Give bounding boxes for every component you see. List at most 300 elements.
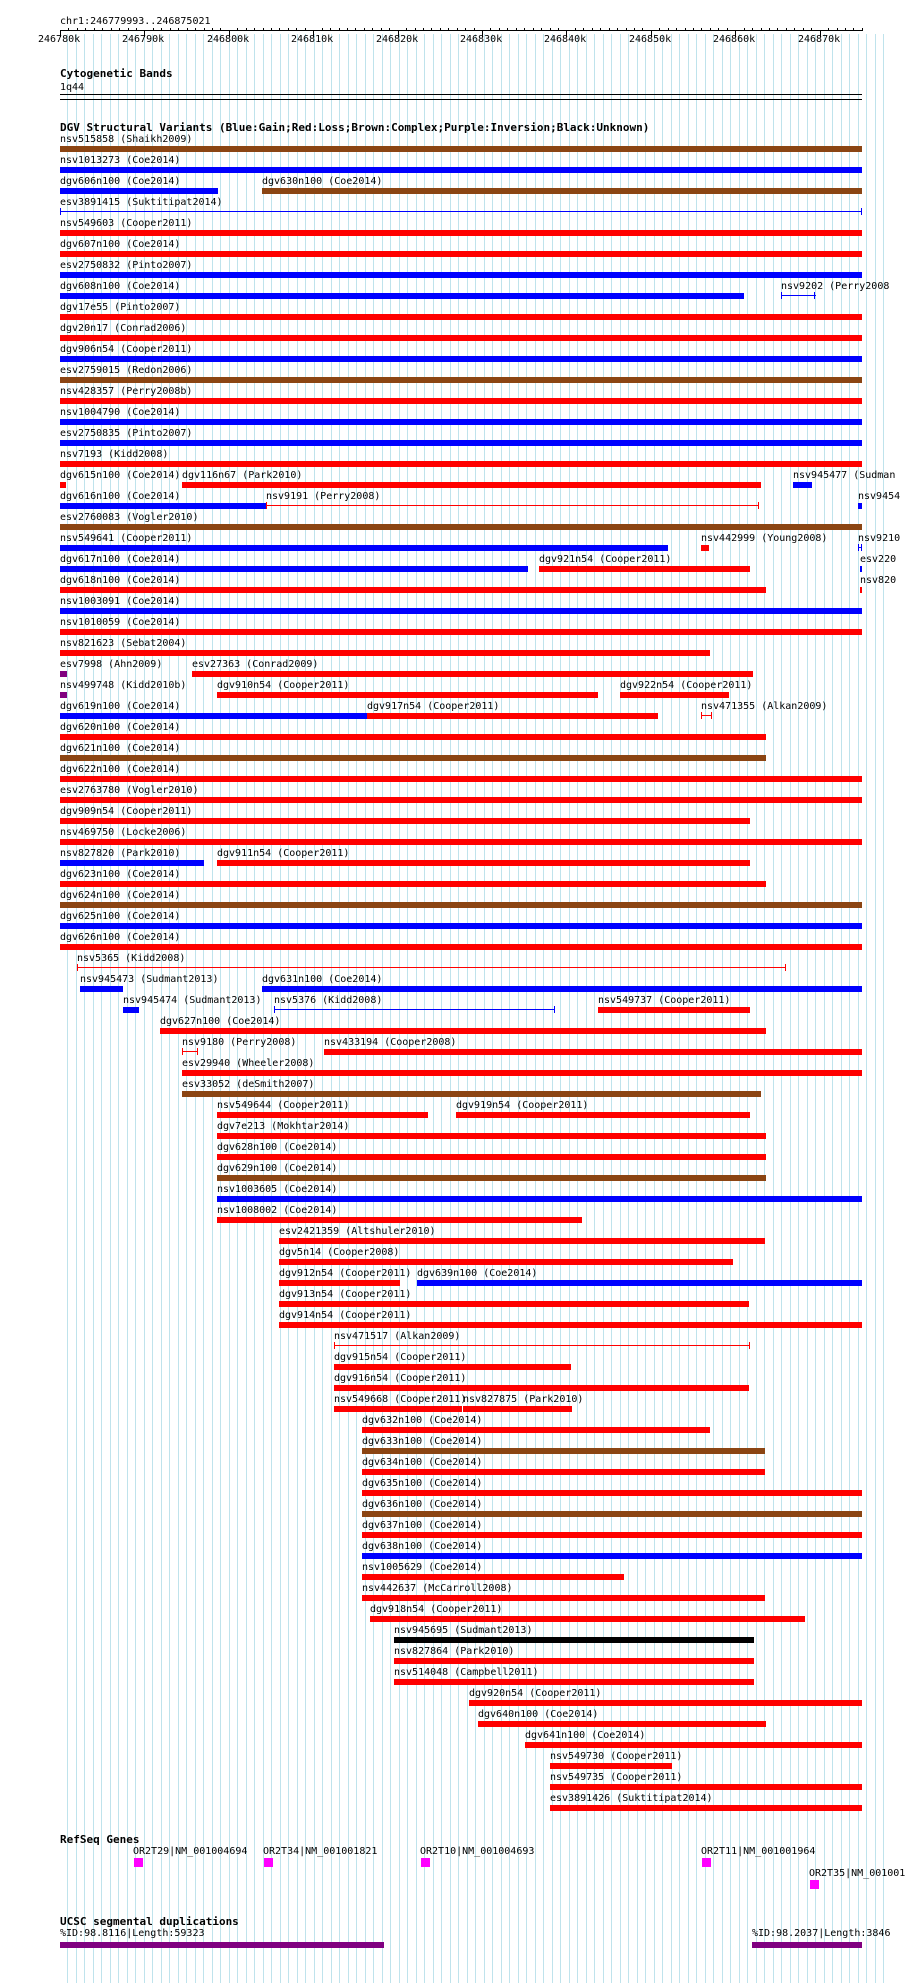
sv-label[interactable]: dgv912n54 (Cooper2011) bbox=[279, 1268, 412, 1279]
ruler-minor-tick bbox=[617, 28, 618, 31]
sv-label[interactable]: nsv549603 (Cooper2011) bbox=[60, 218, 193, 229]
sv-bar[interactable] bbox=[279, 1280, 400, 1286]
gene-label[interactable]: OR2T10|NM_001004693 bbox=[420, 1846, 535, 1857]
sv-bar[interactable] bbox=[60, 272, 862, 278]
sv-label[interactable]: dgv619n100 (Coe2014) bbox=[60, 701, 181, 712]
sv-label[interactable]: nsv515858 (Shaikh2009) bbox=[60, 134, 193, 145]
ruler-minor-tick bbox=[448, 28, 449, 31]
sv-label[interactable]: nsv442999 (Young2008) bbox=[701, 533, 828, 544]
ruler-axis bbox=[60, 30, 862, 31]
sv-bar[interactable] bbox=[182, 1070, 862, 1076]
ruler-tick-label: 246800k bbox=[207, 34, 250, 45]
cytoband-track-title: Cytogenetic Bands bbox=[60, 67, 173, 80]
ruler-minor-tick bbox=[583, 28, 584, 31]
sv-label[interactable]: esv2750835 (Pinto2007) bbox=[60, 428, 193, 439]
sv-bar[interactable] bbox=[160, 1028, 766, 1034]
ruler-minor-tick bbox=[744, 28, 745, 31]
sv-bar[interactable] bbox=[324, 1049, 862, 1055]
sv-label[interactable]: dgv915n54 (Cooper2011) bbox=[334, 1352, 467, 1363]
grid-line bbox=[883, 34, 884, 1983]
sv-label[interactable]: nsv5376 (Kidd2008) bbox=[274, 995, 383, 1006]
sv-bar[interactable] bbox=[394, 1658, 754, 1664]
sv-bar[interactable] bbox=[60, 944, 862, 950]
sv-bar[interactable] bbox=[362, 1574, 624, 1580]
ruler-minor-tick bbox=[68, 28, 69, 31]
cytoband-label: 1q44 bbox=[60, 82, 85, 93]
ruler-minor-tick bbox=[136, 28, 137, 31]
sv-label[interactable]: dgv628n100 (Coe2014) bbox=[217, 1142, 338, 1153]
sv-bar[interactable] bbox=[60, 755, 766, 761]
ruler-minor-tick bbox=[786, 28, 787, 31]
sv-label[interactable]: nsv442637 (McCarroll2008) bbox=[362, 1583, 513, 1594]
sv-bar[interactable] bbox=[539, 566, 750, 572]
sv-label[interactable]: esv220 bbox=[860, 554, 897, 565]
sv-bar[interactable] bbox=[60, 629, 862, 635]
sv-label[interactable]: nsv945477 (Sudman bbox=[793, 470, 896, 481]
sv-line[interactable] bbox=[701, 715, 711, 716]
sv-label[interactable]: dgv911n54 (Cooper2011) bbox=[217, 848, 350, 859]
ruler-minor-tick bbox=[288, 28, 289, 31]
sv-label[interactable]: dgv910n54 (Cooper2011) bbox=[217, 680, 350, 691]
sv-label[interactable]: dgv634n100 (Coe2014) bbox=[362, 1457, 483, 1468]
ruler[interactable] bbox=[0, 26, 890, 46]
sv-line-end bbox=[814, 292, 815, 299]
ruler-minor-tick bbox=[828, 28, 829, 31]
sv-bar[interactable] bbox=[60, 440, 862, 446]
sv-label[interactable]: dgv20n17 (Conrad2006) bbox=[60, 323, 187, 334]
ruler-minor-tick bbox=[609, 28, 610, 31]
sv-label[interactable]: dgv616n100 (Coe2014) bbox=[60, 491, 181, 502]
ruler-minor-tick bbox=[296, 28, 297, 31]
sv-label[interactable]: dgv641n100 (Coe2014) bbox=[525, 1730, 646, 1741]
ruler-minor-tick bbox=[761, 28, 762, 31]
sv-bar[interactable] bbox=[60, 650, 710, 656]
sv-bar[interactable] bbox=[192, 671, 753, 677]
sv-bar[interactable] bbox=[217, 1196, 862, 1202]
ruler-tick-label: 246830k bbox=[460, 34, 503, 45]
sv-label[interactable]: nsv7193 (Kidd2008) bbox=[60, 449, 169, 460]
ruler-minor-tick bbox=[853, 28, 854, 31]
sv-bar[interactable] bbox=[469, 1700, 862, 1706]
ruler-minor-tick bbox=[465, 28, 466, 31]
sv-bar[interactable] bbox=[279, 1259, 733, 1265]
grid-line bbox=[798, 34, 799, 1983]
sv-bar[interactable] bbox=[60, 671, 67, 677]
sv-bar[interactable] bbox=[334, 1406, 462, 1412]
sv-label[interactable]: nsv9202 (Perry2008 bbox=[781, 281, 890, 292]
ruler-tick-label: 246860k bbox=[713, 34, 756, 45]
sv-label[interactable]: nsv469750 (Locke2006) bbox=[60, 827, 187, 838]
ruler-minor-tick bbox=[634, 28, 635, 31]
sv-bar[interactable] bbox=[362, 1427, 710, 1433]
ruler-minor-tick bbox=[727, 28, 728, 31]
sv-label[interactable]: dgv617n100 (Coe2014) bbox=[60, 554, 181, 565]
gene-marker[interactable] bbox=[134, 1858, 143, 1867]
sv-bar[interactable] bbox=[123, 1007, 139, 1013]
sv-label[interactable]: nsv827820 (Park2010) bbox=[60, 848, 181, 859]
grid-line bbox=[875, 34, 876, 1983]
sv-bar[interactable] bbox=[456, 1112, 750, 1118]
ruler-minor-tick bbox=[668, 28, 669, 31]
gene-marker[interactable] bbox=[421, 1858, 430, 1867]
sv-bar[interactable] bbox=[550, 1763, 672, 1769]
sv-bar[interactable] bbox=[701, 545, 709, 551]
sv-label[interactable]: esv3891415 (Suktitipat2014) bbox=[60, 197, 223, 208]
sv-label[interactable]: nsv433194 (Cooper2008) bbox=[324, 1037, 457, 1048]
sv-bar[interactable] bbox=[60, 839, 862, 845]
sv-bar[interactable] bbox=[60, 314, 862, 320]
sv-label[interactable]: esv27363 (Conrad2009) bbox=[192, 659, 319, 670]
ruler-minor-tick bbox=[752, 28, 753, 31]
sv-bar[interactable] bbox=[217, 860, 750, 866]
sv-label[interactable]: esv2760083 (Vogler2010) bbox=[60, 512, 199, 523]
ruler-minor-tick bbox=[431, 28, 432, 31]
sv-label[interactable]: dgv639n100 (Coe2014) bbox=[417, 1268, 538, 1279]
sv-bar[interactable] bbox=[60, 230, 862, 236]
ruler-minor-tick bbox=[415, 28, 416, 31]
sv-label[interactable]: esv7998 (Ahn2009) bbox=[60, 659, 163, 670]
sv-label[interactable]: dgv640n100 (Coe2014) bbox=[478, 1709, 599, 1720]
sv-label[interactable]: esv29940 (Wheeler2008) bbox=[182, 1058, 315, 1069]
sv-label[interactable]: dgv606n100 (Coe2014) bbox=[60, 176, 181, 187]
sv-bar[interactable] bbox=[60, 923, 862, 929]
sv-label[interactable]: nsv549730 (Cooper2011) bbox=[550, 1751, 683, 1762]
sv-bar[interactable] bbox=[60, 335, 862, 341]
sv-label[interactable]: dgv626n100 (Coe2014) bbox=[60, 932, 181, 943]
ruler-minor-tick bbox=[794, 28, 795, 31]
sv-bar[interactable] bbox=[60, 356, 862, 362]
sv-bar[interactable] bbox=[60, 734, 766, 740]
ruler-minor-tick bbox=[246, 28, 247, 31]
sv-label[interactable]: dgv615n100 (Coe2014) bbox=[60, 470, 181, 481]
sv-label[interactable]: nsv820 bbox=[860, 575, 897, 586]
ruler-minor-tick bbox=[474, 28, 475, 31]
sv-bar[interactable] bbox=[60, 482, 66, 488]
grid-line bbox=[237, 34, 238, 1983]
sv-label[interactable]: nsv499748 (Kidd2010b) bbox=[60, 680, 187, 691]
sv-bar[interactable] bbox=[362, 1490, 862, 1496]
ruler-minor-tick bbox=[195, 28, 196, 31]
sv-label[interactable]: nsv549737 (Cooper2011) bbox=[598, 995, 731, 1006]
ruler-tick-label: 246780k bbox=[38, 34, 81, 45]
sv-bar[interactable] bbox=[60, 608, 862, 614]
sv-label[interactable]: nsv9210 bbox=[858, 533, 901, 544]
sv-line-end bbox=[758, 502, 759, 509]
sv-bar[interactable] bbox=[217, 1217, 582, 1223]
sv-label[interactable]: dgv5n14 (Cooper2008) bbox=[279, 1247, 400, 1258]
ruler-minor-tick bbox=[845, 28, 846, 31]
sv-label[interactable]: dgv7e213 (Mokhtar2014) bbox=[217, 1121, 350, 1132]
sv-bar[interactable] bbox=[60, 776, 862, 782]
sv-label[interactable]: nsv945473 (Sudmant2013) bbox=[80, 974, 219, 985]
sv-label[interactable]: dgv916n54 (Cooper2011) bbox=[334, 1373, 467, 1384]
sv-label[interactable]: nsv9191 (Perry2008) bbox=[266, 491, 381, 502]
ruler-minor-tick bbox=[533, 28, 534, 31]
sv-label[interactable]: nsv1004790 (Coe2014) bbox=[60, 407, 181, 418]
sv-bar[interactable] bbox=[334, 1364, 571, 1370]
sv-label[interactable]: dgv608n100 (Coe2014) bbox=[60, 281, 181, 292]
sv-bar[interactable] bbox=[60, 524, 862, 530]
sv-line-end bbox=[785, 964, 786, 971]
grid-line bbox=[756, 34, 757, 1983]
gene-marker[interactable] bbox=[264, 1858, 273, 1867]
sv-label[interactable]: dgv627n100 (Coe2014) bbox=[160, 1016, 281, 1027]
sv-bar[interactable] bbox=[60, 692, 67, 698]
sv-label[interactable]: dgv618n100 (Coe2014) bbox=[60, 575, 181, 586]
sv-label[interactable]: dgv922n54 (Cooper2011) bbox=[620, 680, 753, 691]
sv-bar[interactable] bbox=[463, 1406, 572, 1412]
sv-label[interactable]: nsv9180 (Perry2008) bbox=[182, 1037, 297, 1048]
sv-bar[interactable] bbox=[362, 1595, 765, 1601]
ruler-minor-tick bbox=[237, 28, 238, 31]
ruler-minor-tick bbox=[626, 28, 627, 31]
sv-label[interactable]: nsv549735 (Cooper2011) bbox=[550, 1772, 683, 1783]
sv-label[interactable]: dgv919n54 (Cooper2011) bbox=[456, 1100, 589, 1111]
ruler-minor-tick bbox=[178, 28, 179, 31]
sv-label[interactable]: nsv945695 (Sudmant2013) bbox=[394, 1625, 533, 1636]
sv-label[interactable]: dgv630n100 (Coe2014) bbox=[262, 176, 383, 187]
ruler-minor-tick bbox=[693, 28, 694, 31]
sv-bar[interactable] bbox=[860, 587, 862, 593]
sv-bar[interactable] bbox=[550, 1805, 862, 1811]
sv-label[interactable]: nsv471355 (Alkan2009) bbox=[701, 701, 828, 712]
gene-marker[interactable] bbox=[810, 1880, 819, 1889]
sv-bar[interactable] bbox=[860, 566, 862, 572]
ruler-minor-tick bbox=[457, 28, 458, 31]
sv-label[interactable]: dgv906n54 (Cooper2011) bbox=[60, 344, 193, 355]
sv-label[interactable]: nsv549641 (Cooper2011) bbox=[60, 533, 193, 544]
segdup-bar[interactable] bbox=[752, 1942, 862, 1948]
sv-label[interactable]: nsv945474 (Sudmant2013) bbox=[123, 995, 262, 1006]
grid-line bbox=[764, 34, 765, 1983]
sv-bar[interactable] bbox=[60, 419, 862, 425]
ruler-minor-tick bbox=[423, 28, 424, 31]
ruler-minor-tick bbox=[212, 28, 213, 31]
sv-bar[interactable] bbox=[217, 1175, 766, 1181]
sv-bar[interactable] bbox=[60, 503, 266, 509]
sv-label[interactable]: esv2421359 (Altshuler2010) bbox=[279, 1226, 436, 1237]
ruler-minor-tick bbox=[499, 28, 500, 31]
sv-label[interactable]: nsv1013273 (Coe2014) bbox=[60, 155, 181, 166]
sv-bar[interactable] bbox=[550, 1784, 862, 1790]
sv-bar[interactable] bbox=[362, 1532, 862, 1538]
ruler-minor-tick bbox=[701, 28, 702, 31]
sv-label[interactable]: dgv623n100 (Coe2014) bbox=[60, 869, 181, 880]
sv-label[interactable]: dgv913n54 (Cooper2011) bbox=[279, 1289, 412, 1300]
sv-bar[interactable] bbox=[60, 377, 862, 383]
grid-line bbox=[858, 34, 859, 1983]
sv-line-end bbox=[701, 712, 702, 719]
sv-bar[interactable] bbox=[60, 860, 204, 866]
ruler-minor-tick bbox=[187, 28, 188, 31]
sv-bar[interactable] bbox=[217, 1112, 428, 1118]
ruler-tick-label: 246810k bbox=[291, 34, 334, 45]
sv-label[interactable]: nsv827864 (Park2010) bbox=[394, 1646, 515, 1657]
sv-label[interactable]: dgv629n100 (Coe2014) bbox=[217, 1163, 338, 1174]
sv-label[interactable]: dgv17e55 (Pinto2007) bbox=[60, 302, 181, 313]
sv-label[interactable]: dgv637n100 (Coe2014) bbox=[362, 1520, 483, 1531]
sv-label[interactable]: nsv471517 (Alkan2009) bbox=[334, 1331, 461, 1342]
sv-bar[interactable] bbox=[394, 1679, 754, 1685]
sv-label[interactable]: dgv638n100 (Coe2014) bbox=[362, 1541, 483, 1552]
sv-label[interactable]: nsv821623 (Sebat2004) bbox=[60, 638, 187, 649]
ruler-minor-tick bbox=[128, 28, 129, 31]
region-label: chr1:246779993..246875021 bbox=[60, 16, 211, 27]
sv-label[interactable]: dgv917n54 (Cooper2011) bbox=[367, 701, 500, 712]
sv-bar[interactable] bbox=[60, 797, 862, 803]
sv-bar[interactable] bbox=[80, 986, 123, 992]
sv-bar[interactable] bbox=[620, 692, 729, 698]
sv-label[interactable]: nsv514048 (Campbell2011) bbox=[394, 1667, 539, 1678]
ruler-minor-tick bbox=[330, 28, 331, 31]
sv-bar[interactable] bbox=[217, 692, 598, 698]
sv-bar[interactable] bbox=[60, 818, 750, 824]
sv-line-end bbox=[781, 292, 782, 299]
sv-bar[interactable] bbox=[525, 1742, 862, 1748]
sv-label[interactable]: dgv920n54 (Cooper2011) bbox=[469, 1688, 602, 1699]
sv-bar[interactable] bbox=[60, 167, 862, 173]
ruler-minor-tick bbox=[642, 28, 643, 31]
sv-line-end bbox=[334, 1342, 335, 1349]
sv-bar[interactable] bbox=[367, 713, 658, 719]
sv-bar[interactable] bbox=[858, 503, 862, 509]
sv-line-end bbox=[861, 544, 862, 551]
sv-label[interactable]: nsv1008002 (Coe2014) bbox=[217, 1205, 338, 1216]
sv-label[interactable]: nsv5365 (Kidd2008) bbox=[77, 953, 186, 964]
sv-bar[interactable] bbox=[370, 1616, 805, 1622]
ruler-minor-tick bbox=[77, 28, 78, 31]
sv-label[interactable]: dgv607n100 (Coe2014) bbox=[60, 239, 181, 250]
sv-label[interactable]: nsv827875 (Park2010) bbox=[463, 1394, 584, 1405]
ruler-minor-tick bbox=[600, 28, 601, 31]
sv-label[interactable]: dgv625n100 (Coe2014) bbox=[60, 911, 181, 922]
gene-label[interactable]: OR2T35|NM_001001 bbox=[809, 1868, 905, 1879]
sv-bar[interactable] bbox=[60, 251, 862, 257]
sv-label[interactable]: dgv918n54 (Cooper2011) bbox=[370, 1604, 503, 1615]
sv-label[interactable]: nsv549644 (Cooper2011) bbox=[217, 1100, 350, 1111]
sv-label[interactable]: esv3891426 (Suktitipat2014) bbox=[550, 1793, 713, 1804]
sv-label[interactable]: esv2763780 (Vogler2010) bbox=[60, 785, 199, 796]
sv-label[interactable]: dgv909n54 (Cooper2011) bbox=[60, 806, 193, 817]
sv-label[interactable]: nsv428357 (Perry2008b) bbox=[60, 386, 193, 397]
sv-line-end bbox=[858, 544, 859, 551]
sv-bar[interactable] bbox=[793, 482, 812, 488]
sv-bar[interactable] bbox=[362, 1448, 765, 1454]
sv-label[interactable]: dgv620n100 (Coe2014) bbox=[60, 722, 181, 733]
sv-line[interactable] bbox=[266, 505, 759, 506]
refseq-track-title: RefSeq Genes bbox=[60, 1833, 140, 1846]
sv-bar[interactable] bbox=[262, 986, 862, 992]
sv-line[interactable] bbox=[182, 1051, 198, 1052]
sv-bar[interactable] bbox=[60, 461, 862, 467]
ruler-minor-tick bbox=[364, 28, 365, 31]
sv-bar[interactable] bbox=[60, 146, 862, 152]
sv-bar[interactable] bbox=[60, 881, 766, 887]
sv-label[interactable]: dgv622n100 (Coe2014) bbox=[60, 764, 181, 775]
ruler-minor-tick bbox=[271, 28, 272, 31]
sv-label[interactable]: dgv624n100 (Coe2014) bbox=[60, 890, 181, 901]
ruler-minor-tick bbox=[85, 28, 86, 31]
sv-bar[interactable] bbox=[60, 713, 367, 719]
sv-label[interactable]: nsv549668 (Cooper2011) bbox=[334, 1394, 467, 1405]
sv-bar[interactable] bbox=[262, 188, 862, 194]
sv-bar[interactable] bbox=[60, 902, 862, 908]
sv-bar[interactable] bbox=[279, 1238, 765, 1244]
sv-bar[interactable] bbox=[182, 1091, 761, 1097]
sv-label[interactable]: dgv632n100 (Coe2014) bbox=[362, 1415, 483, 1426]
sv-line[interactable] bbox=[274, 1009, 554, 1010]
sv-line[interactable] bbox=[334, 1345, 749, 1346]
sv-label[interactable]: nsv1005629 (Coe2014) bbox=[362, 1562, 483, 1573]
ruler-minor-tick bbox=[170, 28, 171, 31]
grid-line bbox=[203, 34, 204, 1983]
gene-marker[interactable] bbox=[702, 1858, 711, 1867]
sv-bar[interactable] bbox=[362, 1469, 765, 1475]
gene-label[interactable]: OR2T11|NM_001001964 bbox=[701, 1846, 816, 1857]
ruler-minor-tick bbox=[263, 28, 264, 31]
sv-line[interactable] bbox=[60, 211, 862, 212]
sv-bar[interactable] bbox=[478, 1721, 766, 1727]
segdup-label[interactable]: %ID:98.8116|Length:59323 bbox=[60, 1928, 205, 1939]
sv-bar[interactable] bbox=[362, 1553, 862, 1559]
sv-bar[interactable] bbox=[417, 1280, 862, 1286]
sv-label[interactable]: dgv636n100 (Coe2014) bbox=[362, 1499, 483, 1510]
sv-bar[interactable] bbox=[60, 566, 528, 572]
segdup-label[interactable]: %ID:98.2037|Length:3846 bbox=[752, 1928, 891, 1939]
sv-bar[interactable] bbox=[334, 1385, 749, 1391]
ruler-tick-label: 246820k bbox=[376, 34, 419, 45]
ruler-minor-tick bbox=[516, 28, 517, 31]
sv-label[interactable]: nsv1010059 (Coe2014) bbox=[60, 617, 181, 628]
sv-bar[interactable] bbox=[279, 1301, 749, 1307]
segdup-bar[interactable] bbox=[60, 1942, 384, 1948]
sv-line[interactable] bbox=[781, 295, 816, 296]
sv-bar[interactable] bbox=[60, 188, 218, 194]
gene-label[interactable]: OR2T34|NM_001001821 bbox=[263, 1846, 378, 1857]
sv-label[interactable]: dgv633n100 (Coe2014) bbox=[362, 1436, 483, 1447]
sv-bar[interactable] bbox=[362, 1511, 862, 1517]
sv-bar[interactable] bbox=[60, 545, 668, 551]
sv-label[interactable]: dgv914n54 (Cooper2011) bbox=[279, 1310, 412, 1321]
gene-label[interactable]: OR2T29|NM_001004694 bbox=[133, 1846, 248, 1857]
sv-bar[interactable] bbox=[60, 587, 766, 593]
sv-label[interactable]: esv2759015 (Redon2006) bbox=[60, 365, 193, 376]
sv-bar[interactable] bbox=[60, 293, 744, 299]
sv-bar[interactable] bbox=[217, 1133, 766, 1139]
sv-bar[interactable] bbox=[182, 482, 761, 488]
sv-bar[interactable] bbox=[394, 1637, 754, 1643]
sv-label[interactable]: esv33052 (deSmith2007) bbox=[182, 1079, 315, 1090]
sv-label[interactable]: dgv621n100 (Coe2014) bbox=[60, 743, 181, 754]
sv-line-end bbox=[197, 1048, 198, 1055]
sv-label[interactable]: dgv635n100 (Coe2014) bbox=[362, 1478, 483, 1489]
sv-bar[interactable] bbox=[598, 1007, 750, 1013]
sv-bar[interactable] bbox=[60, 398, 862, 404]
sv-label[interactable]: nsv1003091 (Coe2014) bbox=[60, 596, 181, 607]
sv-bar[interactable] bbox=[279, 1322, 862, 1328]
sv-label[interactable]: nsv1003605 (Coe2014) bbox=[217, 1184, 338, 1195]
ruler-minor-tick bbox=[279, 28, 280, 31]
sv-line[interactable] bbox=[77, 967, 786, 968]
ruler-minor-tick bbox=[676, 28, 677, 31]
sv-label[interactable]: esv2750832 (Pinto2007) bbox=[60, 260, 193, 271]
sv-label[interactable]: dgv921n54 (Cooper2011) bbox=[539, 554, 672, 565]
sv-label[interactable]: nsv9454 bbox=[858, 491, 901, 502]
ruler-minor-tick bbox=[541, 28, 542, 31]
sv-bar[interactable] bbox=[217, 1154, 766, 1160]
sv-label[interactable]: dgv116n67 (Park2010) bbox=[182, 470, 303, 481]
sv-label[interactable]: dgv631n100 (Coe2014) bbox=[262, 974, 383, 985]
